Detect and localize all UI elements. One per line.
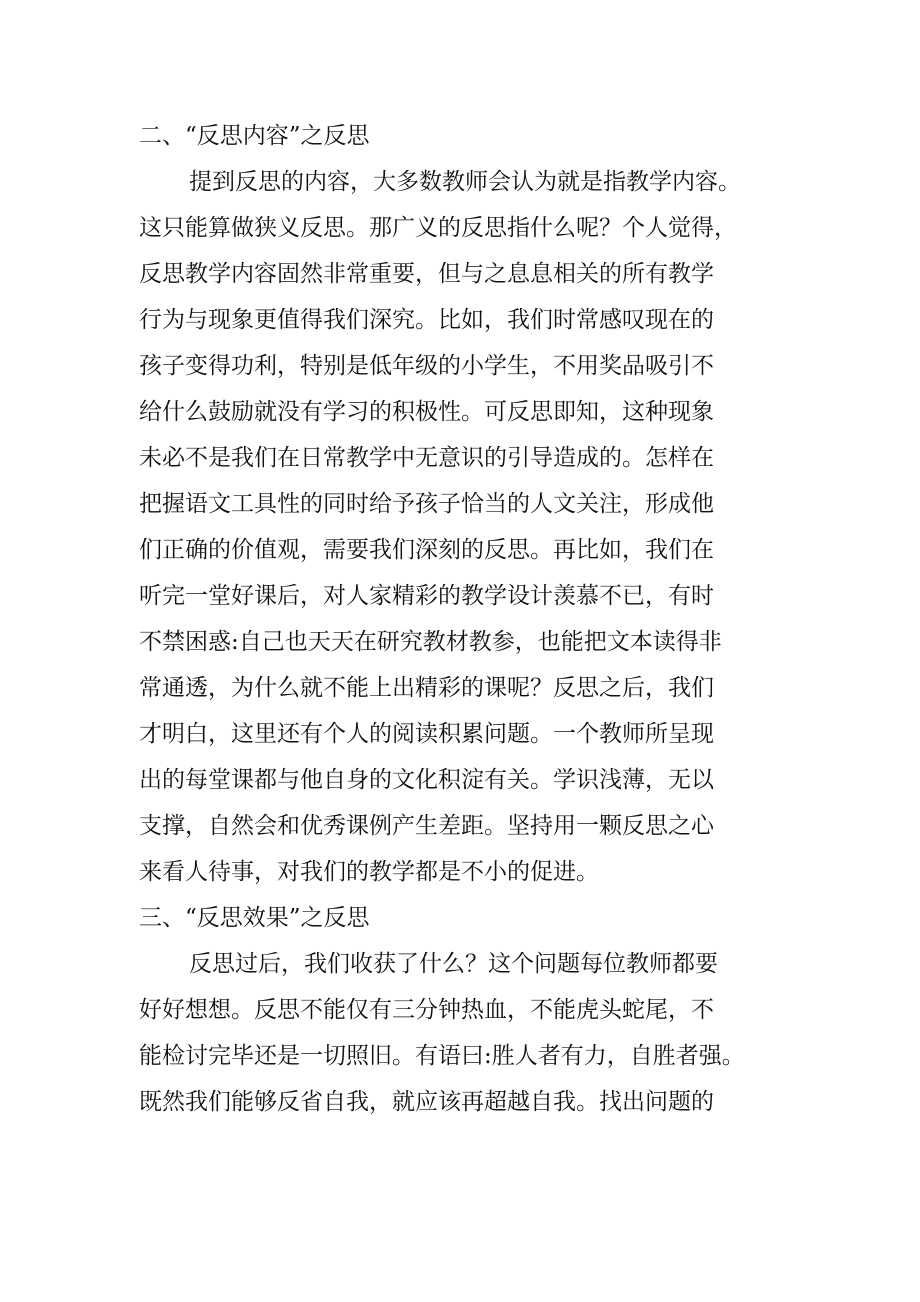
- paragraph-line: 们正确的价值观，需要我们深刻的反思。再比如，我们在: [139, 537, 714, 563]
- paragraph-line: 常通透，为什么就不能上出精彩的课呢？反思之后，我们: [139, 675, 714, 701]
- paragraph-line: 未必不是我们在日常教学中无意识的引导造成的。怎样在: [139, 445, 714, 471]
- paragraph-line: 行为与现象更值得我们深究。比如，我们时常感叹现在的: [139, 307, 714, 333]
- paragraph-line: 好好想想。反思不能仅有三分钟热血，不能虎头蛇尾，不: [139, 997, 714, 1023]
- paragraph-line: 能检讨完毕还是一切照旧。有语曰:胜人者有力，自胜者强。: [139, 1043, 745, 1069]
- paragraph-line: 反思教学内容固然非常重要，但与之息息相关的所有教学: [139, 261, 714, 287]
- paragraph-line: 不禁困惑:自己也天天在研究教材教参，也能把文本读得非: [139, 629, 722, 655]
- paragraph-line: 支撑，自然会和优秀课例产生差距。坚持用一颗反思之心: [139, 813, 714, 839]
- paragraph-line: 这只能算做狭义反思。那广义的反思指什么呢？个人觉得，: [139, 215, 737, 241]
- paragraph-line: 把握语文工具性的同时给予孩子恰当的人文关注，形成他: [139, 491, 714, 517]
- paragraph-line: 出的每堂课都与他自身的文化积淀有关。学识浅薄，无以: [139, 767, 714, 793]
- paragraph-line: 既然我们能够反省自我，就应该再超越自我。找出问题的: [139, 1089, 714, 1115]
- paragraph-line: 孩子变得功利，特别是低年级的小学生，不用奖品吸引不: [139, 353, 714, 379]
- paragraph-line: 给什么鼓励就没有学习的积极性。可反思即知，这种现象: [139, 399, 714, 425]
- paragraph-line: 才明白，这里还有个人的阅读积累问题。一个教师所呈现: [139, 721, 714, 747]
- paragraph-line: 听完一堂好课后，对人家精彩的教学设计羡慕不已，有时: [139, 583, 714, 609]
- paragraph-line: 提到反思的内容，大多数教师会认为就是指教学内容。: [189, 169, 741, 195]
- paragraph-line: 反思过后，我们收获了什么？这个问题每位教师都要: [189, 951, 718, 977]
- section-heading: 三、“反思效果”之反思: [139, 905, 370, 931]
- paragraph-line: 来看人待事，对我们的教学都是不小的促进。: [139, 859, 599, 885]
- section-heading: 二、“反思内容”之反思: [139, 123, 370, 149]
